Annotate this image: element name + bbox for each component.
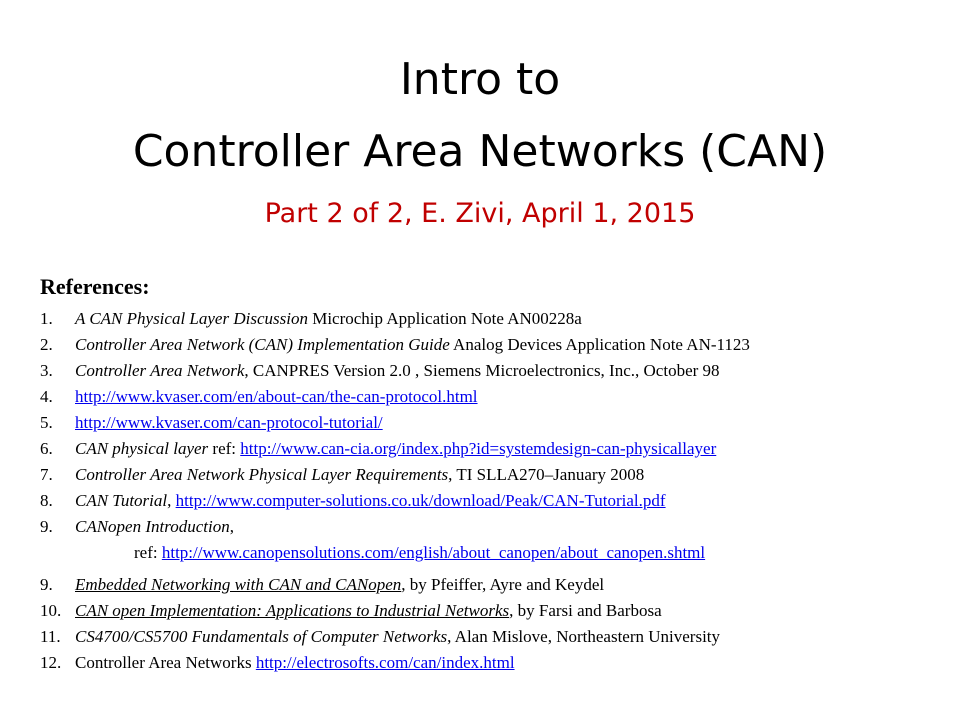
slide-subtitle: Part 2 of 2, E. Zivi, April 1, 2015 [264, 198, 696, 229]
reference-number: 4. [40, 387, 53, 406]
reference-detail: , [167, 491, 176, 510]
reference-title: Controller Area Networks [75, 653, 256, 672]
reference-detail: , Alan Mislove, Northeastern University [447, 627, 721, 646]
reference-detail: , TI SLLA270–January 2008 [448, 465, 645, 484]
reference-number: 9. [40, 517, 53, 536]
reference-number: 6. [40, 439, 53, 458]
reference-link[interactable]: http://electrosofts.com/can/index.html [255, 653, 515, 672]
reference-link[interactable]: http://www.kvaser.com/can-protocol-tutorial/ [75, 413, 383, 432]
reference-item [40, 652, 515, 674]
reference-title: CAN open Implementation: Applications to Industrial Networks [75, 601, 510, 620]
reference-item [40, 438, 716, 460]
reference-title: Controller Area Network [75, 361, 245, 380]
reference-number: 8. [40, 491, 53, 510]
reference-number: 10. [40, 601, 62, 620]
references-heading: References: [40, 274, 150, 299]
reference-detail: ref: [134, 543, 162, 562]
reference-title: Controller Area Network (CAN) Implementation Guide [75, 335, 450, 354]
reference-title: Embedded Networking with CAN and CANopen [75, 575, 402, 594]
reference-subline [134, 542, 705, 564]
reference-detail: , by Pfeiffer, Ayre and Keydel [401, 575, 605, 594]
reference-number: 7. [40, 465, 53, 484]
reference-title: CANopen Introduction [75, 517, 230, 536]
slide-title-line-2: Controller Area Networks (CAN) [132, 126, 828, 177]
reference-link[interactable]: http://www.kvaser.com/en/about-can/the-can-protocol.html [75, 387, 478, 406]
reference-item [40, 516, 234, 538]
slide-title-line-1: Intro to [399, 54, 561, 105]
reference-item [40, 360, 720, 382]
reference-number: 3. [40, 361, 53, 380]
reference-item [40, 464, 644, 486]
reference-detail: ref: [208, 439, 241, 458]
reference-number: 11. [40, 627, 61, 646]
reference-number: 9. [40, 575, 53, 594]
reference-item [40, 334, 750, 356]
reference-title: CS4700/CS5700 Fundamentals of Computer Networks [75, 627, 448, 646]
reference-number: 5. [40, 413, 53, 432]
reference-detail: Microchip Application Note AN00228a [307, 309, 582, 328]
reference-item [40, 308, 582, 330]
reference-link[interactable]: http://www.computer-solutions.co.uk/download/Peak/CAN-Tutorial.pdf [175, 491, 666, 510]
reference-number: 1. [40, 309, 53, 328]
reference-item [40, 574, 604, 596]
reference-title: Controller Area Network Physical Layer Requirements [75, 465, 449, 484]
reference-link[interactable]: http://www.canopensolutions.com/english/about_canopen/about_canopen.shtml [161, 543, 706, 562]
reference-title: CAN physical layer [75, 439, 209, 458]
reference-link[interactable]: http://www.can-cia.org/index.php?id=systemdesign-can-physicallayer [240, 439, 717, 458]
reference-title: CAN Tutorial [75, 491, 168, 510]
reference-number: 2. [40, 335, 53, 354]
reference-item [40, 386, 478, 408]
reference-detail: Analog Devices Application Note AN-1123 [449, 335, 750, 354]
reference-title: A CAN Physical Layer Discussion [75, 309, 308, 328]
reference-detail: , CANPRES Version 2.0 , Siemens Microelectronics, Inc., October 98 [244, 361, 720, 380]
reference-item [40, 412, 383, 434]
reference-item [40, 600, 662, 622]
reference-item [40, 490, 666, 512]
reference-number: 12. [40, 653, 62, 672]
reference-detail: , by Farsi and Barbosa [509, 601, 662, 620]
reference-detail: , [229, 517, 234, 536]
reference-item [40, 626, 720, 648]
